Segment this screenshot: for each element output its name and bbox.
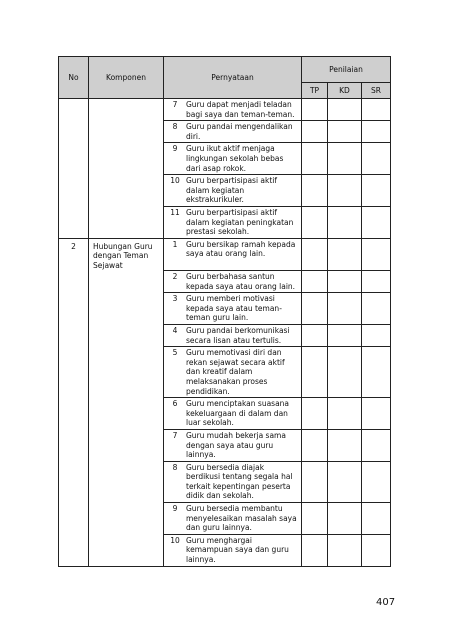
rating-cell-tp[interactable]: [302, 398, 328, 430]
statement-text: Guru menciptakan suasana kekeluargaan di dalam dan luar sekolah.: [186, 399, 290, 428]
table-row: [59, 175, 391, 207]
statement-text: Guru bersikap ramah kepada saya atau orang lain.: [186, 239, 296, 259]
rating-cell-sr[interactable]: [362, 293, 391, 325]
statement-cell: [164, 429, 302, 461]
rating-cell-kd[interactable]: [328, 99, 362, 121]
row-component: [89, 121, 164, 143]
header-rating-sr: SR: [362, 83, 391, 99]
row-component: [89, 293, 164, 325]
header-rating-kd: KD: [328, 83, 362, 99]
statement-number: 10: [170, 176, 180, 186]
header-rating: Penilaian: [302, 57, 391, 83]
rating-cell-kd[interactable]: [328, 534, 362, 566]
rating-cell-tp[interactable]: [302, 175, 328, 207]
statement-number: 6: [172, 399, 178, 409]
row-no: [59, 271, 89, 293]
statement-cell: [164, 293, 302, 325]
row-component: [89, 429, 164, 461]
rating-cell-kd[interactable]: [328, 175, 362, 207]
row-component: [89, 271, 164, 293]
statement-cell: [164, 99, 302, 121]
header-component: Komponen: [89, 57, 164, 99]
rating-cell-tp[interactable]: [302, 503, 328, 535]
rating-cell-sr[interactable]: [362, 347, 391, 398]
table-row: [59, 429, 391, 461]
row-no: [59, 143, 89, 175]
statement-number: 7: [172, 430, 178, 440]
statement-cell: [164, 347, 302, 398]
rating-cell-sr[interactable]: [362, 324, 391, 346]
row-component: [89, 175, 164, 207]
row-component: [89, 398, 164, 430]
table-row: [59, 238, 391, 270]
statement-text: Guru berbahasa santun kepada saya atau orang lain.: [186, 272, 296, 291]
rating-cell-tp[interactable]: [302, 347, 328, 398]
questionnaire-table: [58, 56, 391, 567]
statement-cell: [164, 324, 302, 346]
table-row: [59, 206, 391, 238]
statement-number: 8: [172, 462, 178, 472]
row-component: [89, 324, 164, 346]
rating-cell-kd[interactable]: [328, 143, 362, 175]
statement-text: Guru bersedia membantu menyelesaikan masalah saya dan guru lainnya.: [186, 504, 297, 533]
rating-cell-tp[interactable]: [302, 143, 328, 175]
statement-number: 9: [172, 144, 178, 154]
table-row: [59, 461, 391, 502]
rating-cell-kd[interactable]: [328, 503, 362, 535]
page-number: 407: [376, 597, 396, 608]
statement-text: Guru pandai mengendalikan diri.: [186, 122, 293, 141]
rating-cell-kd[interactable]: [328, 347, 362, 398]
row-component: [89, 461, 164, 502]
rating-cell-tp[interactable]: [302, 534, 328, 566]
statement-text: Guru pandai berkomunikasi secara lisan atau tertulis.: [186, 325, 290, 345]
statement-number: 4: [172, 325, 178, 335]
table-row: [59, 534, 391, 566]
rating-cell-kd[interactable]: [328, 461, 362, 502]
table-row: [59, 347, 391, 398]
statement-cell: [164, 206, 302, 238]
statement-cell: [164, 143, 302, 175]
rating-cell-sr[interactable]: [362, 503, 391, 535]
row-component: [89, 99, 164, 121]
statement-number: 2: [172, 272, 178, 281]
rating-cell-sr[interactable]: [362, 206, 391, 238]
row-no: [59, 121, 89, 143]
statement-cell: [164, 175, 302, 207]
row-no: [59, 324, 89, 346]
rating-cell-tp[interactable]: [302, 121, 328, 143]
table-row: [59, 398, 391, 430]
statement-cell: [164, 271, 302, 293]
statement-number: 7: [172, 100, 178, 109]
row-no: [59, 461, 89, 502]
statement-text: Guru menghargai kemampuan saya dan guru lainnya.: [186, 535, 289, 565]
rating-cell-sr[interactable]: [362, 534, 391, 566]
statement-cell: [164, 534, 302, 566]
row-component: [89, 347, 164, 398]
row-component: Hubungan Guru dengan Teman Sejawat: [89, 238, 164, 270]
rating-cell-tp[interactable]: [302, 238, 328, 270]
rating-cell-kd[interactable]: [328, 398, 362, 430]
table-row: [59, 121, 391, 143]
statement-number: 3: [172, 294, 178, 304]
row-no: [59, 429, 89, 461]
rating-cell-tp[interactable]: [302, 206, 328, 238]
table-row: [59, 503, 391, 535]
rating-cell-sr[interactable]: [362, 398, 391, 430]
statement-text: Guru berpartisipasi aktif dalam kegiatan ekstrakurikuler.: [186, 176, 278, 205]
rating-cell-sr[interactable]: [362, 143, 391, 175]
rating-cell-sr[interactable]: [362, 121, 391, 143]
table-row: [59, 271, 391, 293]
row-no: [59, 175, 89, 207]
row-no: [59, 398, 89, 430]
header-no: No: [59, 57, 89, 99]
rating-cell-kd[interactable]: [328, 271, 362, 293]
row-no: [59, 534, 89, 566]
rating-cell-kd[interactable]: [328, 238, 362, 270]
table-row: [59, 99, 391, 121]
statement-text: Guru bersedia diajak berdikusi tentang segala hal terkait kepentingan peserta didik dan sekolah.: [186, 462, 293, 501]
statement-cell: [164, 503, 302, 535]
row-component: [89, 206, 164, 238]
statement-number: 9: [172, 504, 178, 514]
statement-text: Guru berpartisipasi aktif dalam kegiatan peningkatan prestasi sekolah.: [186, 207, 294, 237]
statement-text: Guru mudah bekerja sama dengan saya atau guru lainnya.: [186, 430, 286, 460]
statement-number: 8: [172, 122, 178, 132]
rating-cell-tp[interactable]: [302, 293, 328, 325]
statement-cell: [164, 398, 302, 430]
rating-cell-sr[interactable]: [362, 238, 391, 270]
table-row: [59, 293, 391, 325]
statement-text: Guru memberi motivasi kepada saya atau teman-teman guru lain.: [186, 294, 282, 323]
rating-cell-tp[interactable]: [302, 324, 328, 346]
row-no: [59, 206, 89, 238]
statement-text: Guru dapat menjadi teladan bagi saya dan teman-teman.: [186, 100, 295, 119]
rating-cell-sr[interactable]: [362, 271, 391, 293]
statement-cell: [164, 121, 302, 143]
rating-cell-sr[interactable]: [362, 461, 391, 502]
rating-cell-kd[interactable]: [328, 429, 362, 461]
rating-cell-sr[interactable]: [362, 99, 391, 121]
row-no: [59, 347, 89, 398]
rating-cell-tp[interactable]: [302, 99, 328, 121]
statement-number: 11: [170, 207, 180, 217]
table-body: [59, 99, 391, 567]
row-component: [89, 503, 164, 535]
row-no: [59, 503, 89, 535]
statement-cell: [164, 238, 302, 270]
statement-number: 1: [172, 239, 178, 249]
row-no: [59, 99, 89, 121]
row-component: [89, 534, 164, 566]
statement-number: 10: [170, 535, 180, 545]
rating-cell-sr[interactable]: [362, 175, 391, 207]
rating-cell-sr[interactable]: [362, 429, 391, 461]
rating-cell-kd[interactable]: [328, 324, 362, 346]
rating-cell-tp[interactable]: [302, 461, 328, 502]
statement-text: Guru memotivasi diri dan rekan sejawat secara aktif dan kreatif dalam melaksanakan proses pendidikan.: [186, 348, 285, 396]
rating-cell-tp[interactable]: [302, 429, 328, 461]
statement-number: 5: [172, 348, 178, 358]
rating-cell-kd[interactable]: [328, 121, 362, 143]
row-component: [89, 143, 164, 175]
row-no: 2: [59, 238, 89, 270]
statement-cell: [164, 461, 302, 502]
statement-text: Guru ikut aktif menjaga lingkungan sekolah bebas dari asap rokok.: [186, 144, 284, 173]
row-no: [59, 293, 89, 325]
table-row: [59, 324, 391, 346]
rating-cell-kd[interactable]: [328, 293, 362, 325]
header-statement: Pernyataan: [164, 57, 302, 99]
header-rating-tp: TP: [302, 83, 328, 99]
rating-cell-kd[interactable]: [328, 206, 362, 238]
rating-cell-tp[interactable]: [302, 271, 328, 293]
table-row: [59, 143, 391, 175]
